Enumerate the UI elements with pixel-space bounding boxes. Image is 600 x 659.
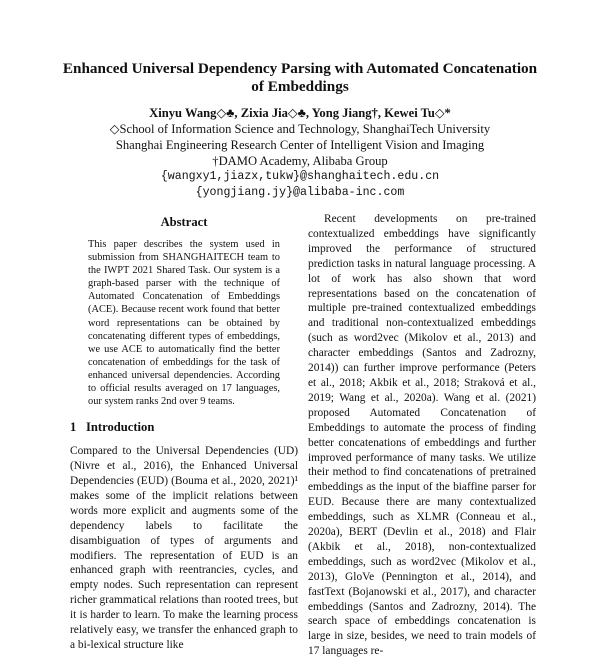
right-column: [308, 212, 536, 659]
affiliation-line: ◇School of Information Science and Technology, ShanghaiTech University: [109, 122, 491, 136]
abstract-text: This paper describes the system used in submission from SHANGHAITECH team to the IWPT 2021 Shared Task. Our system is a graph-based parser with the technique of Automated Concatenation of Embeddings (ACE). Because recent work found that better word representations can be obtained by concatenating different types of embeddings, we use ACE to automatically find the better concatenation of embeddings for the task of enhanced universal dependencies. According to official results averaged on 17 languages, our system ranks 2nd over 9 teams.: [88, 239, 280, 408]
introduction-paragraph-continued: Recent developments on pre-trained contextualized embeddings have significantly improved the performance of structured prediction tasks in natural language processing. A lot of work has also shown that word representations based on the concatenation of multiple pre-trained contextualized embeddings and traditional non-contextualized embeddings (such as word2vec (Mikolov et al., 2013) and character embeddings (Santos and Zadrozny, 2014)) can further improve performance (Peters et al., 2018; Akbik et al., 2018; Straková et al., 2019; Wang et al., 2020a). Wang et al. (2021) proposed Automated Concatenation of Embeddings to automate the process of finding better concatenations of embeddings and further improved performance of many tasks. We utilize their method to find concatenations of pretrained embeddings as the input of the biaffine parser for EUD. Because there are many contextualized embeddings, such as XLMR (Conneau et al., 2020a), BERT (Devlin et al., 2018) and Flair (Akbik et al., 2018), non-contextualized embeddings, such as word2vec (Mikolov et al., 2013), GloVe (Pennington et al., 2014), and fastText (Bojanowski et al., 2017), and character embeddings (Santos and Zadrozny, 2014). The search space of embeddings concatenation is large in size, besides, we need to train models of 17 languages re-: [308, 213, 536, 658]
author-block: [60, 105, 540, 201]
section-number: 1: [70, 420, 77, 435]
author-names: Xinyu Wang◇♣, Zixia Jia◇♣, Yong Jiang†, Kewei Tu◇*: [149, 106, 451, 120]
abstract-heading: Abstract: [160, 215, 208, 229]
left-column: [70, 215, 298, 653]
email-line: {yongjiang.jy}@alibaba-inc.com: [195, 186, 405, 199]
introduction-paragraph: Compared to the Universal Dependencies (UD) (Nivre et al., 2016), the Enhanced Universal Dependencies (EUD) (Bouma et al., 2020, 2021)¹ makes some of the implicit relations between words more explicit and augments some of the dependency labels to facilitate the disambiguation of types of arguments and modifiers. The representation of EUD is an enhanced graph with reentrancies, cycles, and empty nodes. Such representation can represent richer grammatical relations than rooted trees, but it is harder to learn. To make the learning process relatively easy, we transfer the enhanced graph to a bi-lexical structure like: [70, 445, 298, 651]
affiliation-line: Shanghai Engineering Research Center of Intelligent Vision and Imaging: [115, 138, 485, 152]
section-heading: [70, 420, 298, 435]
email-line: {wangxy1,jiazx,tukw}@shanghaitech.edu.cn: [160, 170, 440, 183]
affiliation-line: †DAMO Academy, Alibaba Group: [212, 154, 388, 168]
paper-title: Enhanced Universal Dependency Parsing with Automated Concatenation of Embeddings: [62, 60, 538, 95]
section-title: Introduction: [86, 420, 155, 435]
